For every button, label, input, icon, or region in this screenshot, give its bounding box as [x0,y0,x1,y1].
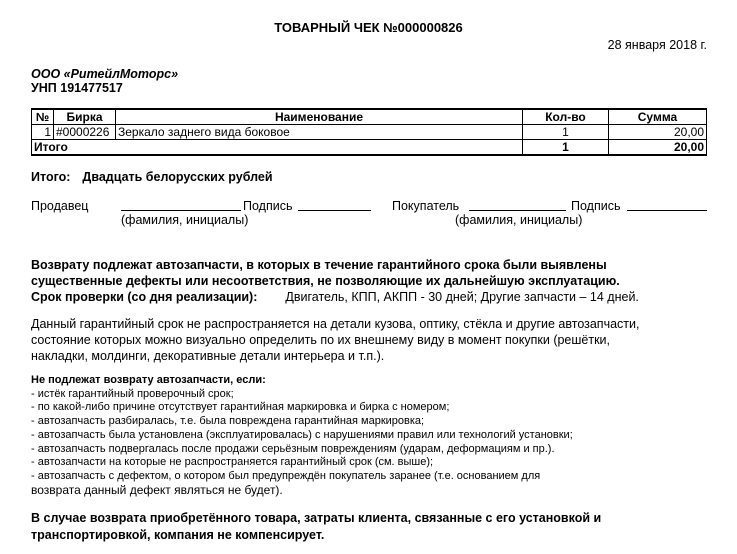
cell-sum: 20,00 [609,125,707,140]
check-period [31,289,639,305]
list-item: - автозапчасти на которые не распространяется гарантийный срок (см. выше); [31,456,434,469]
organization-unp: УНП 191477517 [31,81,123,95]
buyer-label: Покупатель [392,199,460,213]
col-header-sum: Сумма [609,109,707,125]
cell-qty: 1 [523,125,609,140]
list-item-continuation: возврата данный дефект являться не будет). [31,482,283,497]
list-item: - истёк гарантийный проверочный срок; [31,387,234,400]
total-qty: 1 [523,140,609,156]
organization-name: ООО «РитейлМоторс» [31,67,179,81]
table-row [32,125,707,140]
seller-sign-line [298,199,371,214]
list-item: - автозапчасть разбиралась, т.е. была повреждена гарантийная маркировка; [31,415,425,428]
seller-name-hint: (фамилия, инициалы) [121,213,249,227]
non-returnable-list [31,374,573,497]
check-period-label: Срок проверки (со дня реализации): [31,290,258,304]
list-item: - автозапчасть подвергалась после продажи серьёзным повреждениям (ударам, деформациям и пр.). [31,442,555,455]
warranty-exclusions-line: накладки, молдинги, декоративные детали интерьера и т.п.). [31,349,385,363]
amount-in-words [31,170,273,184]
col-header-num: № [32,109,54,125]
table-total-row [32,140,707,156]
list-item: - автозапчасть с дефектом, о котором был предупреждён покупатель заранее (т.е. основанием для [31,469,541,482]
warranty-exclusions [31,316,639,364]
list-item: - автозапчасть была установлена (эксплуатировалась) с нарушениями правил или технологий установки; [31,428,573,441]
list-item: - по какой-либо причине отсутствует гарантийная маркировка и бирка с номером; [31,401,450,414]
col-header-tag: Бирка [54,109,116,125]
compensation-notice-line: В случае возврата приобретённого товара, затраты клиента, связанные с его установкой и [31,511,602,525]
buyer-sign-line [627,199,707,214]
cell-num: 1 [32,125,54,140]
return-conditions-line: Возврату подлежат автозапчасти, в которых в течение гарантийного срока были выявлены [31,258,607,272]
total-label: Итого [32,140,523,156]
cell-name: Зеркало заднего вида боковое [116,125,523,140]
seller-sign-label: Подпись [243,199,293,213]
table-header-row [32,109,707,125]
col-header-qty: Кол-во [523,109,609,125]
seller-label: Продавец [31,199,89,213]
total-sum: 20,00 [609,140,707,156]
amount-label: Итого: [31,170,71,184]
warranty-exclusions-line: Данный гарантийный срок не распространяется на детали кузова, оптику, стёкла и другие автозапчасти, [31,317,640,331]
buyer-name-hint: (фамилия, инициалы) [455,213,583,227]
return-conditions [31,257,639,305]
amount-text: Двадцать белорусских рублей [82,170,273,184]
receipt-date: 28 января 2018 г. [607,38,707,52]
check-period-value: Двигатель, КПП, АКПП - 30 дней; Другие запчасти – 14 дней. [285,290,639,304]
non-returnable-heading: Не подлежат возврату автозапчасти, если: [31,374,266,386]
cell-tag: #0000226 [54,125,116,140]
buyer-sign-label: Подпись [571,199,621,213]
return-conditions-line: существенные дефекты или несоответствия, не позволяющие их дальнейшую эксплуатацию. [31,274,620,288]
items-table [31,108,707,156]
col-header-name: Наименование [116,109,523,125]
buyer-name-line [469,199,566,214]
compensation-notice [31,510,601,544]
receipt-title: ТОВАРНЫЙ ЧЕК №000000826 [274,20,463,35]
compensation-notice-line: транспортировкой, компания не компенсирует. [31,528,325,542]
warranty-exclusions-line: состояние которых можно визуально определить по их внешнему виду в момент покупки (решётки, [31,333,611,347]
seller-name-line [121,199,241,214]
